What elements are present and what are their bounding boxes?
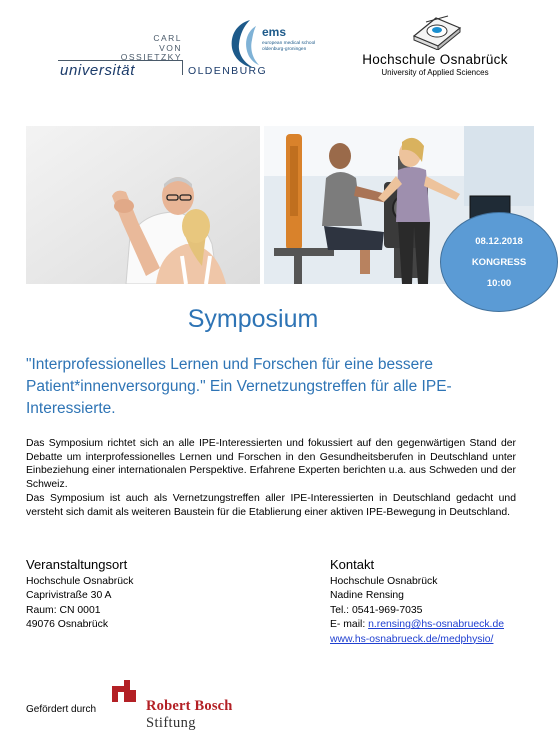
ems-sub-line-1: european medical school bbox=[262, 41, 316, 46]
ems-sub-line-2: oldenburg-groningen bbox=[262, 47, 307, 52]
event-badge bbox=[440, 212, 558, 312]
uol-word: universität bbox=[60, 62, 135, 79]
contact-email-label: E- mail: bbox=[330, 619, 369, 631]
uol-line-3: OSSIETZKY bbox=[120, 52, 182, 62]
uol-founder-lines bbox=[121, 34, 182, 63]
sponsor-name: Robert Bosch bbox=[146, 698, 233, 714]
description-paragraph-1: Das Symposium richtet sich an alle IPE-Interessierten und fokussiert auf den gegenwärtigen Stand der Debatte um interprofessionelles Lernen und Forschen in den Gesundheitsberufen in Deutschland unter Einbeziehung einer internationalen Perspektive. Erfahrene Experten berichten u.a. aus Schweden und der Schweiz. bbox=[26, 438, 516, 491]
event-subtitle: "Interprofessionelles Lernen und Forschen für eine bessere Patient*innenversorgung." Ein Vernetzungstreffen für alle IPE-Interessierte. bbox=[26, 356, 452, 417]
ems-name: ems bbox=[262, 25, 287, 39]
badge-time: 10:00 bbox=[486, 277, 512, 289]
hso-name: Hochschule Osnabrück bbox=[362, 52, 508, 67]
bosch-stiftung-logo-icon bbox=[106, 680, 140, 714]
venue-line: Caprivistraße 30 A bbox=[26, 590, 112, 602]
venue-block bbox=[26, 557, 266, 633]
uol-city: OLDENBURG bbox=[188, 65, 268, 77]
logo-hochschule-osnabrueck bbox=[350, 12, 520, 82]
contact-person: Nadine Rensing bbox=[330, 590, 404, 602]
badge-type: KONGRESS bbox=[471, 256, 527, 268]
venue-line: 49076 Osnabrück bbox=[26, 619, 109, 631]
badge-date: 08.12.2018 bbox=[475, 235, 523, 247]
uol-line-1: CARL bbox=[153, 33, 182, 43]
photo-therapist-shoulder bbox=[26, 126, 260, 284]
contact-org: Hochschule Osnabrück bbox=[330, 576, 438, 587]
venue-line: Raum: CN 0001 bbox=[26, 604, 101, 616]
ems-subtitle bbox=[262, 41, 332, 53]
contact-email-link[interactable]: n.rensing@hs-osnabrueck.de bbox=[368, 619, 504, 631]
ems-swoosh-icon bbox=[228, 18, 262, 70]
page-title: Symposium bbox=[187, 305, 319, 333]
logo-uni-oldenburg bbox=[58, 30, 268, 86]
sponsor-label: Gefördert durch bbox=[26, 704, 97, 715]
venue-heading: Veranstaltungsort bbox=[26, 557, 128, 572]
contact-heading: Kontakt bbox=[330, 557, 375, 572]
uol-line-2: VON bbox=[159, 42, 182, 53]
hso-subtitle: University of Applied Sciences bbox=[381, 68, 489, 77]
description bbox=[26, 437, 516, 519]
description-paragraph-2: Das Symposium ist auch als Vernetzungstreffen aller IPE-Interessierten in Deutschland gedacht und versteht sich damit als weiteren Baustein für die Etablierung einer aktiven IPE-Bewegung in Deutschland. bbox=[26, 492, 516, 518]
sponsor-suffix: Stiftung bbox=[146, 715, 196, 731]
contact-email-row bbox=[330, 618, 540, 632]
contact-phone: Tel.: 0541-969-7035 bbox=[330, 604, 423, 616]
hso-emblem-icon bbox=[406, 12, 464, 50]
contact-website-link[interactable]: www.hs-osnabrueck.de/medphysio/ bbox=[330, 633, 494, 645]
contact-block bbox=[330, 557, 540, 647]
venue-line: Hochschule Osnabrück bbox=[26, 576, 134, 587]
logo-ems bbox=[226, 18, 330, 76]
